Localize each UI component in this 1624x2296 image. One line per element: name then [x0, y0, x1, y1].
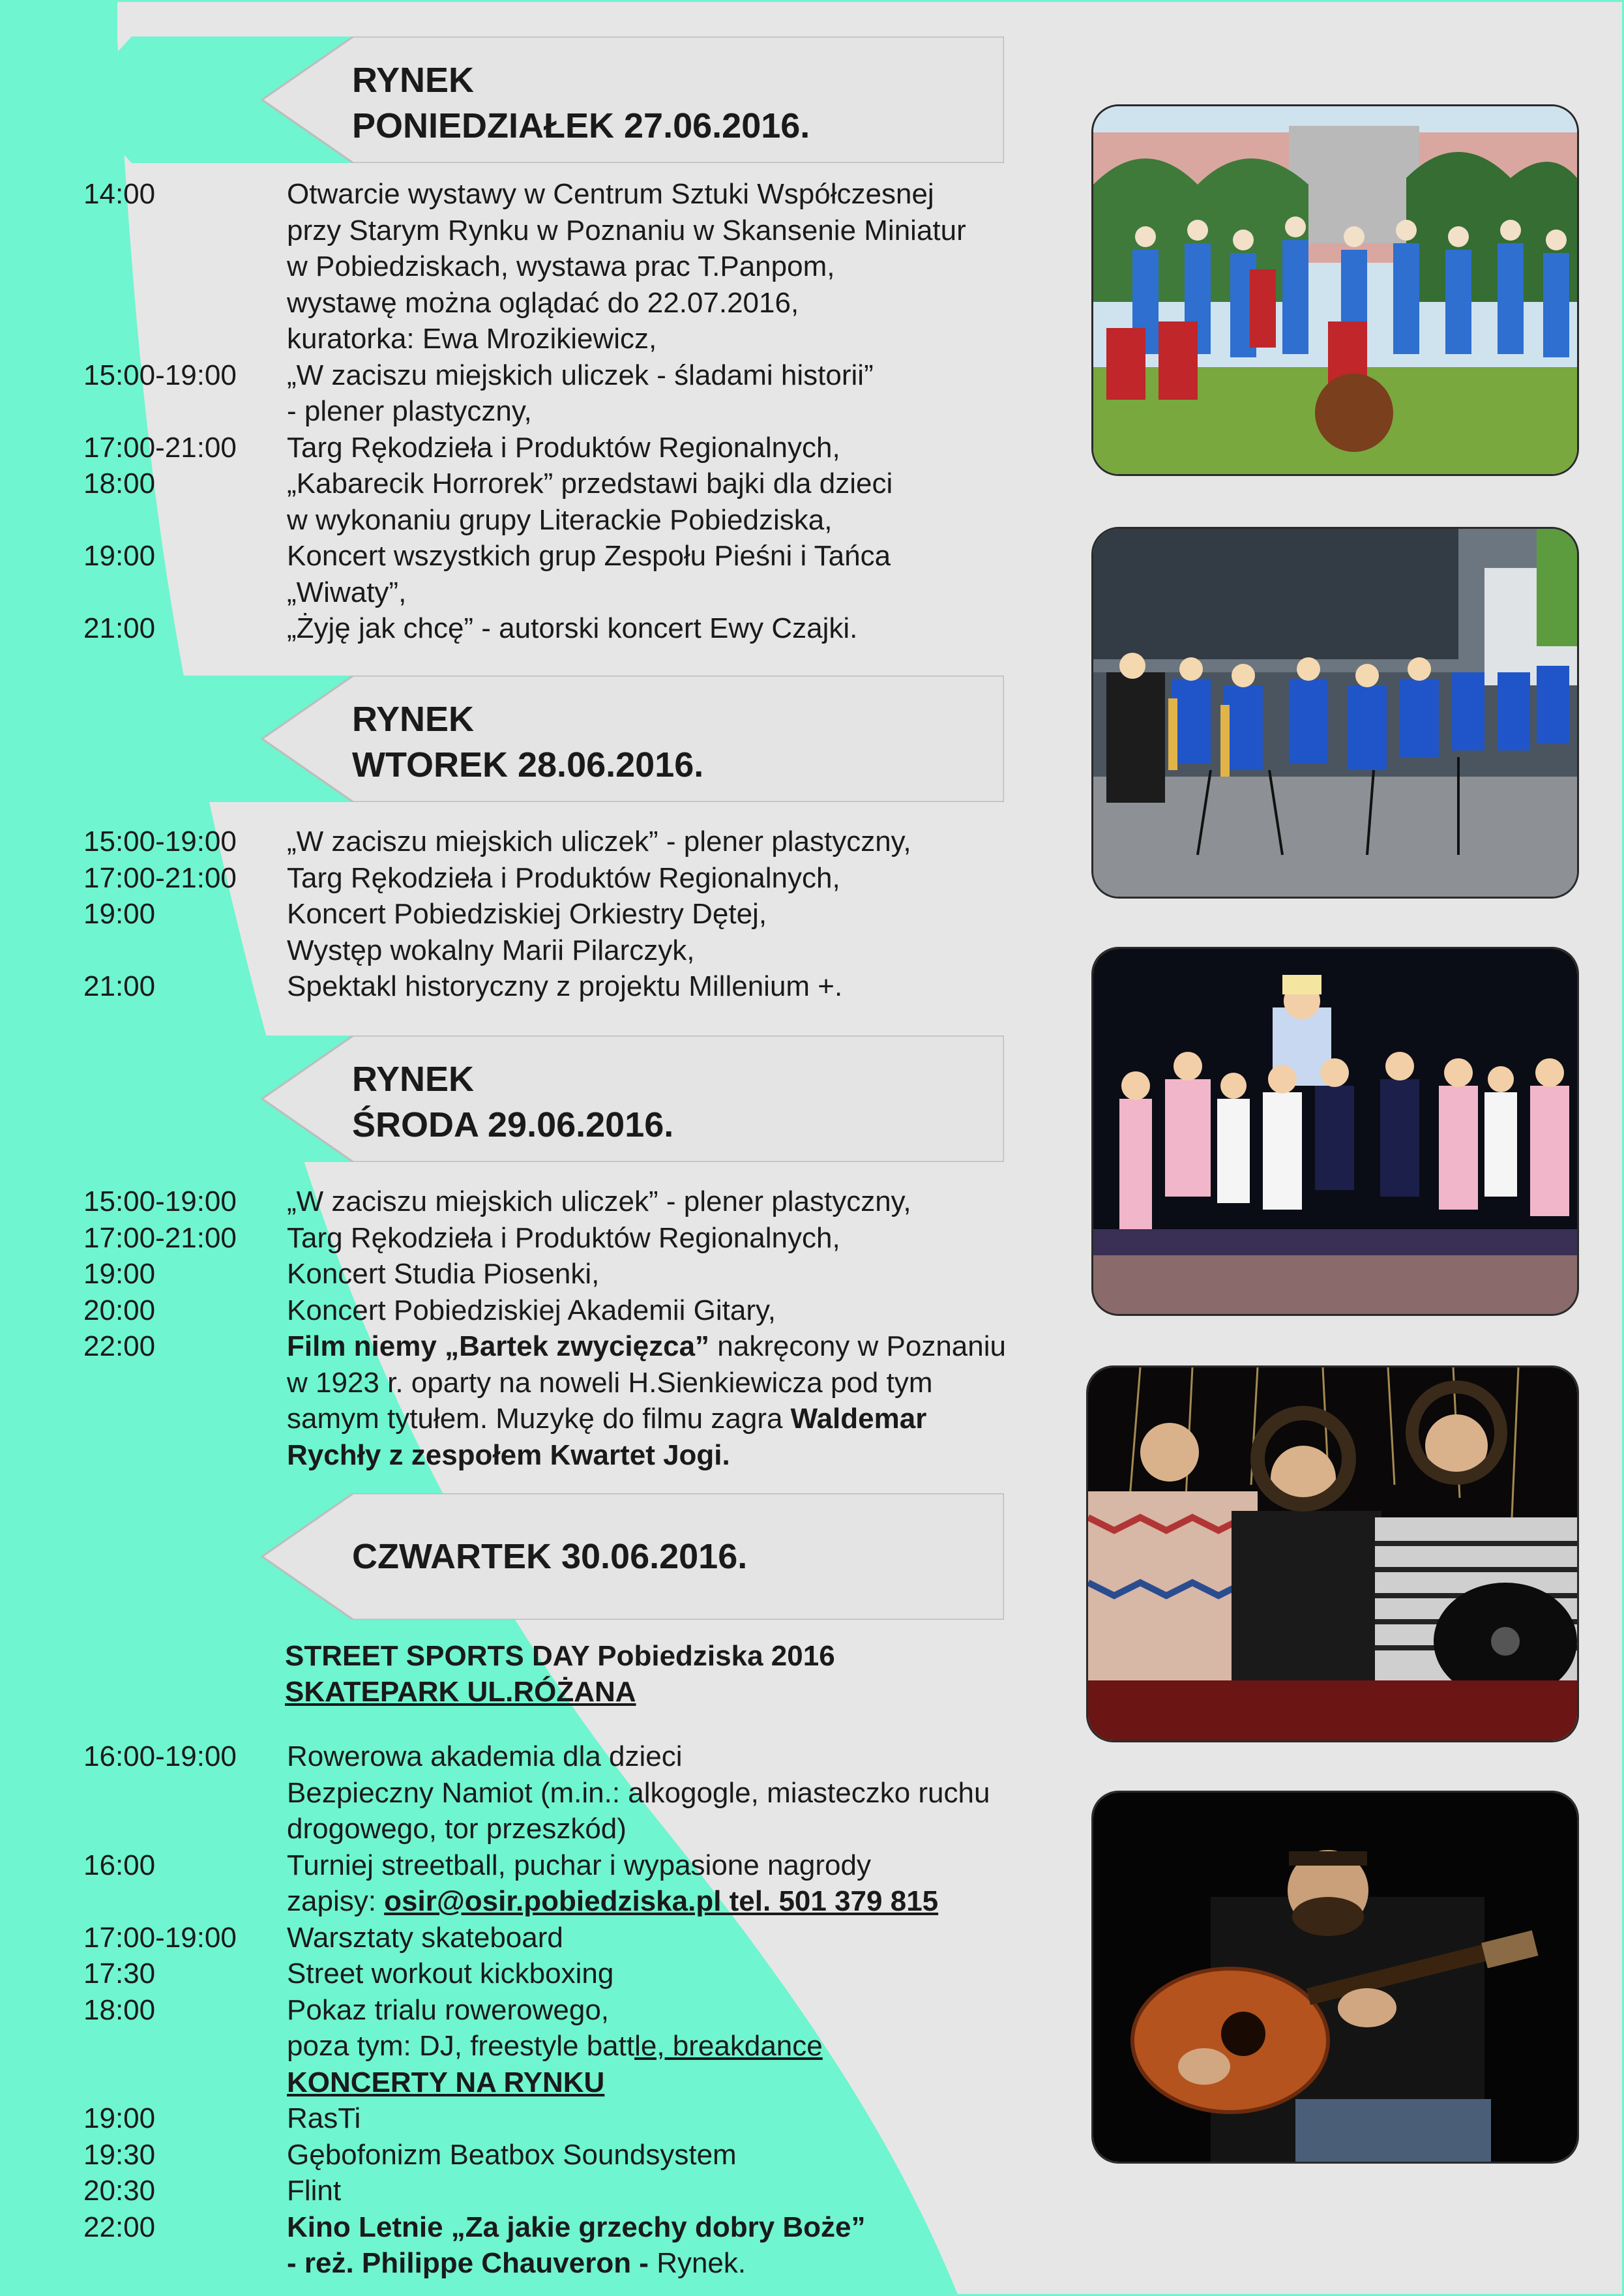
event-time: 16:00: [83, 1849, 156, 1881]
event-time: 17:00-21:00: [83, 861, 237, 894]
event-line: Rowerowa akademia dla dzieci: [287, 1740, 683, 1772]
street-sports-title: [285, 1638, 835, 1674]
event-description: [287, 610, 1016, 647]
event-line: [287, 2245, 1016, 2282]
event-line: Turniej streetball, puchar i wypasione nagrody: [287, 1849, 871, 1881]
event-time: 20:30: [83, 2175, 156, 2207]
event-row: [83, 860, 1016, 897]
event-time: 19:30: [83, 2138, 156, 2171]
day1-banner: [73, 37, 1004, 163]
event-line: „Żyję jak chcę” - autorski koncert Ewy Czajki.: [287, 612, 858, 644]
day3-schedule: [83, 1184, 1016, 1473]
day2-title-line2: WTOREK 28.06.2016.: [352, 745, 704, 784]
performer-name: Rychły z zespołem Kwartet Jogi.: [287, 1439, 730, 1471]
event-row: [83, 2173, 1016, 2209]
signup-contact-link[interactable]: osir@osir.pobiedziska.pl tel. 501 379 815: [384, 1885, 939, 1917]
day4-banner: [73, 1493, 1004, 1620]
event-description: [287, 968, 1016, 1005]
day3-title-line2: ŚRODA 29.06.2016.: [352, 1105, 674, 1144]
day4-schedule: [83, 1738, 1016, 2282]
event-description: [287, 1328, 1016, 1473]
event-row: [83, 1920, 1016, 1956]
event-time: 15:00-19:00: [83, 826, 237, 857]
event-line: Koncert Studia Piosenki,: [287, 1258, 600, 1290]
concerts-heading: KONCERTY NA RYNKU: [287, 2066, 605, 2098]
street-sports-rest: Pobiedziska 2016: [589, 1640, 835, 1672]
film-title: Kino Letnie „Za jakie grzechy dobry Boże”: [287, 2211, 866, 2243]
event-row: [83, 1256, 1016, 1292]
event-line: Pokaz trialu rowerowego,: [287, 1993, 610, 2026]
event-line: Występ wokalny Marii Pilarczyk,: [287, 934, 695, 966]
event-description: [287, 2100, 1016, 2137]
event-line: Koncert Pobiedziskiej Orkiestry Dętej,: [287, 898, 767, 930]
event-line: przy Starym Rynku w Poznaniu w Skansenie Miniatur: [287, 214, 966, 246]
event-row: [83, 968, 1016, 1005]
event-description: [287, 1256, 1016, 1292]
director-name: - reż. Philippe Chauveron -: [287, 2247, 657, 2279]
event-time: 22:00: [83, 1330, 156, 1362]
event-description: [287, 466, 1016, 538]
event-description: [287, 824, 1016, 860]
day3-banner: [73, 1036, 1004, 1162]
event-line: Gębofonizm Beatbox Soundsystem: [287, 2138, 737, 2171]
event-description: [287, 1184, 1016, 1220]
event-line: „W zaciszu miejskich uliczek” - plener plastyczny,: [287, 1185, 911, 1217]
event-description: [287, 1992, 1016, 2101]
event-description: [287, 1847, 1016, 1920]
event-line: RasTi: [287, 2102, 361, 2134]
signup-label: zapisy:: [287, 1885, 385, 1917]
event-description: [287, 1920, 1016, 1956]
event-row: [83, 1738, 1016, 1847]
event-line: drogowego, tor przeszkód): [287, 1813, 627, 1845]
day1-title-line1: RYNEK: [352, 61, 475, 100]
event-time: 17:00-21:00: [83, 1221, 237, 1254]
skatepark-location: SKATEPARK UL.RÓŻANA: [285, 1676, 636, 1708]
kwartet-jogi-photo: [1086, 1365, 1579, 1742]
brass-orchestra-photo: [1091, 527, 1579, 899]
event-line: [287, 1328, 1016, 1365]
event-line: Warsztaty skateboard: [287, 1921, 563, 1954]
event-row: [83, 2100, 1016, 2137]
event-time: 14:00: [83, 178, 156, 210]
children-choir-photo: [1091, 947, 1579, 1316]
event-row: [83, 1992, 1016, 2101]
event-description: [287, 2137, 1016, 2173]
event-description: [287, 1738, 1016, 1847]
event-line: „Wiwaty”,: [287, 576, 407, 608]
event-text-underlined: le, breakdance: [634, 2030, 823, 2062]
event-time: 18:00: [83, 1993, 156, 2026]
event-row: [83, 1220, 1016, 1257]
event-row: [83, 610, 1016, 647]
event-time: 19:00: [83, 540, 156, 572]
film-title: Film niemy „Bartek zwycięzca”: [287, 1330, 710, 1362]
event-description: [287, 1220, 1016, 1257]
event-line: Otwarcie wystawy w Centrum Sztuki Współczesnej: [287, 178, 934, 210]
day1-schedule: [83, 176, 1016, 647]
day1-title-line2: PONIEDZIAŁEK 27.06.2016.: [352, 106, 810, 145]
event-line: Targ Rękodzieła i Produktów Regionalnych,: [287, 861, 840, 894]
event-line: „W zaciszu miejskich uliczek - śladami historii”: [287, 359, 874, 391]
day2-title-line1: RYNEK: [352, 700, 475, 739]
event-time: 21:00: [83, 612, 156, 644]
event-description: [287, 176, 1016, 357]
event-row: [83, 1847, 1016, 1920]
event-text: poza tym: DJ, freestyle batt: [287, 2030, 635, 2062]
event-line: [287, 1883, 1016, 1920]
event-description: [287, 896, 1016, 968]
event-line: Koncert wszystkich grup Zespołu Pieśni i Tańca: [287, 540, 891, 572]
event-row: [83, 357, 1016, 430]
event-time: 22:00: [83, 2211, 156, 2243]
event-line: Flint: [287, 2175, 342, 2207]
day3-title-line1: RYNEK: [352, 1060, 475, 1099]
event-line: Koncert Pobiedziskiej Akademii Gitary,: [287, 1294, 776, 1326]
event-row: [83, 2209, 1016, 2282]
street-sports-bold: STREET SPORTS DAY: [285, 1640, 590, 1672]
guitarist-photo: [1091, 1791, 1579, 2164]
day2-banner: [73, 676, 1004, 802]
event-line: w wykonaniu grupy Literackie Pobiedziska,: [287, 503, 833, 536]
event-time: 17:30: [83, 1958, 156, 1990]
event-row: [83, 176, 1016, 357]
event-row: [83, 1956, 1016, 1992]
event-row: [83, 824, 1016, 860]
event-location: Rynek.: [657, 2247, 746, 2279]
folk-dance-ensemble-photo: [1091, 104, 1579, 476]
event-line: Spektakl historyczny z projektu Millenium +.: [287, 970, 843, 1002]
event-line: w 1923 r. oparty na noweli H.Sienkiewicza pod tym: [287, 1366, 933, 1399]
event-time: 16:00-19:00: [83, 1740, 237, 1772]
event-description: [287, 430, 1016, 466]
performer-name: Waldemar: [790, 1403, 927, 1435]
event-row: [83, 1184, 1016, 1220]
event-line: Targ Rękodzieła i Produktów Regionalnych,: [287, 431, 840, 464]
event-row: [83, 2137, 1016, 2173]
event-line: „W zaciszu miejskich uliczek” - plener plastyczny,: [287, 826, 911, 857]
event-description: [287, 357, 1016, 430]
event-line: „Kabarecik Horrorek” przedstawi bajki dla dzieci: [287, 468, 893, 499]
event-time: 17:00-21:00: [83, 431, 237, 464]
event-time: 15:00-19:00: [83, 1185, 237, 1217]
film-text: samym tytułem. Muzykę do filmu zagra: [287, 1403, 791, 1435]
event-description: [287, 1956, 1016, 1992]
event-row: [83, 1292, 1016, 1329]
day4-title: CZWARTEK 30.06.2016.: [352, 1537, 748, 1576]
event-row: [83, 896, 1016, 968]
event-time: 17:00-19:00: [83, 1921, 237, 1954]
event-row: [83, 466, 1016, 538]
event-row: [83, 1328, 1016, 1473]
event-line: - plener plastyczny,: [287, 395, 532, 427]
day2-schedule: [83, 824, 1016, 1005]
event-line: [287, 1401, 1016, 1437]
event-line: [287, 2028, 1016, 2065]
event-line: Targ Rękodzieła i Produktów Regionalnych,: [287, 1221, 840, 1254]
event-row: [83, 538, 1016, 610]
event-description: [287, 538, 1016, 610]
event-time: 18:00: [83, 468, 156, 499]
event-description: [287, 860, 1016, 897]
event-row: [83, 430, 1016, 466]
event-time: 21:00: [83, 970, 156, 1002]
event-line: kuratorka: Ewa Mrozikiewicz,: [287, 323, 657, 355]
event-line: Street workout kickboxing: [287, 1958, 614, 1990]
event-time: 15:00-19:00: [83, 359, 237, 391]
event-line: wystawę można oglądać do 22.07.2016,: [287, 286, 799, 319]
event-time: 19:00: [83, 898, 156, 930]
event-description: [287, 2173, 1016, 2209]
event-description: [287, 2209, 1016, 2282]
film-text: nakręcony w Poznaniu: [709, 1330, 1006, 1362]
event-description: [287, 1292, 1016, 1329]
event-line: Bezpieczny Namiot (m.in.: alkogogle, miasteczko ruchu: [287, 1776, 990, 1809]
event-time: 19:00: [83, 2102, 156, 2134]
event-time: 19:00: [83, 1258, 156, 1290]
event-line: w Pobiedziskach, wystawa prac T.Panpom,: [287, 250, 835, 282]
event-time: 20:00: [83, 1294, 156, 1326]
